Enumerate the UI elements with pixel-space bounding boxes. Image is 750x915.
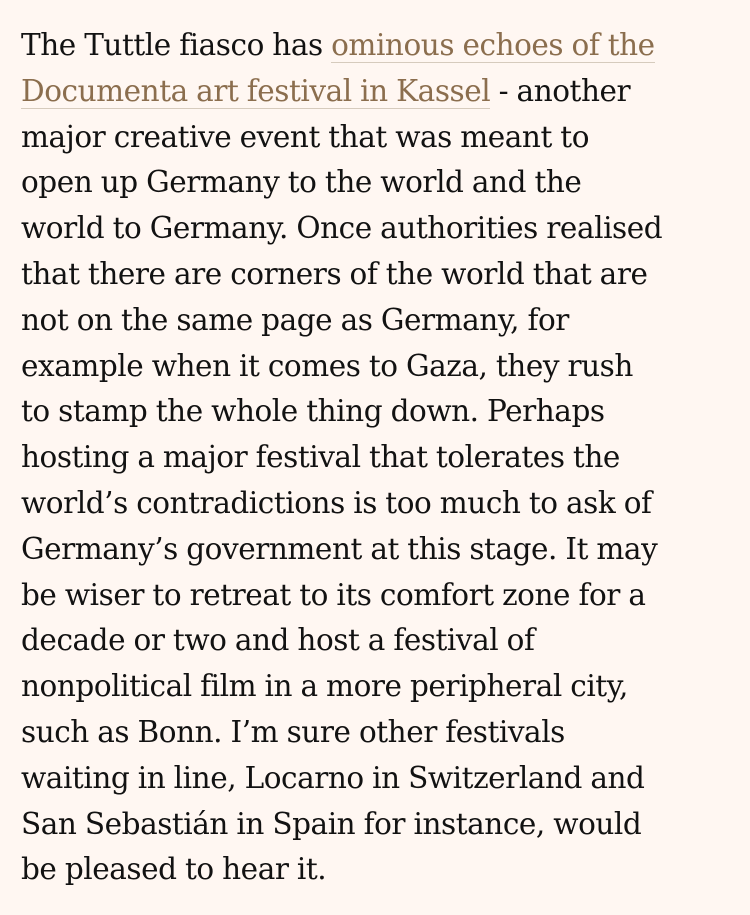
text-line: Germany’s government at this stage. It may xyxy=(21,531,658,566)
text-line: nonpolitical film in a more peripheral city, xyxy=(21,669,628,704)
documenta-link[interactable]: ominous echoes of the xyxy=(331,28,655,62)
text-line: world’s contradictions is too much to ask of xyxy=(21,485,652,520)
paragraph-link-trailing-text: - another xyxy=(490,73,631,108)
text-line: open up Germany to the world and the xyxy=(21,165,582,200)
text-line: to stamp the whole thing down. Perhaps xyxy=(21,394,605,429)
text-line: example when it comes to Gaza, they rush xyxy=(21,348,633,383)
text-line: that there are corners of the world that are xyxy=(21,256,648,291)
text-line: such as Bonn. I’m sure other festivals xyxy=(21,714,565,749)
text-line: not on the same page as Germany, for xyxy=(21,302,569,337)
text-line: decade or two and host a festival of xyxy=(21,623,535,658)
text-line-1 xyxy=(21,23,736,69)
text-line-2 xyxy=(21,69,736,115)
text-line: waiting in line, Locarno in Switzerland and xyxy=(21,760,645,795)
documenta-link-continued[interactable]: Documenta art festival in Kassel xyxy=(21,73,491,108)
text-line: major creative event that was meant to xyxy=(21,119,590,154)
article-body xyxy=(21,23,736,893)
text-line: be wiser to retreat to its comfort zone for a xyxy=(21,577,646,612)
paragraph-intro-text: The Tuttle fiasco has xyxy=(21,28,332,62)
text-line: hosting a major festival that tolerates the xyxy=(21,440,620,475)
article-paragraph xyxy=(21,23,736,893)
text-line: San Sebastián in Spain for instance, would xyxy=(21,806,642,841)
text-line: world to Germany. Once authorities realised xyxy=(21,211,663,246)
text-line: be pleased to hear it. xyxy=(21,852,327,887)
